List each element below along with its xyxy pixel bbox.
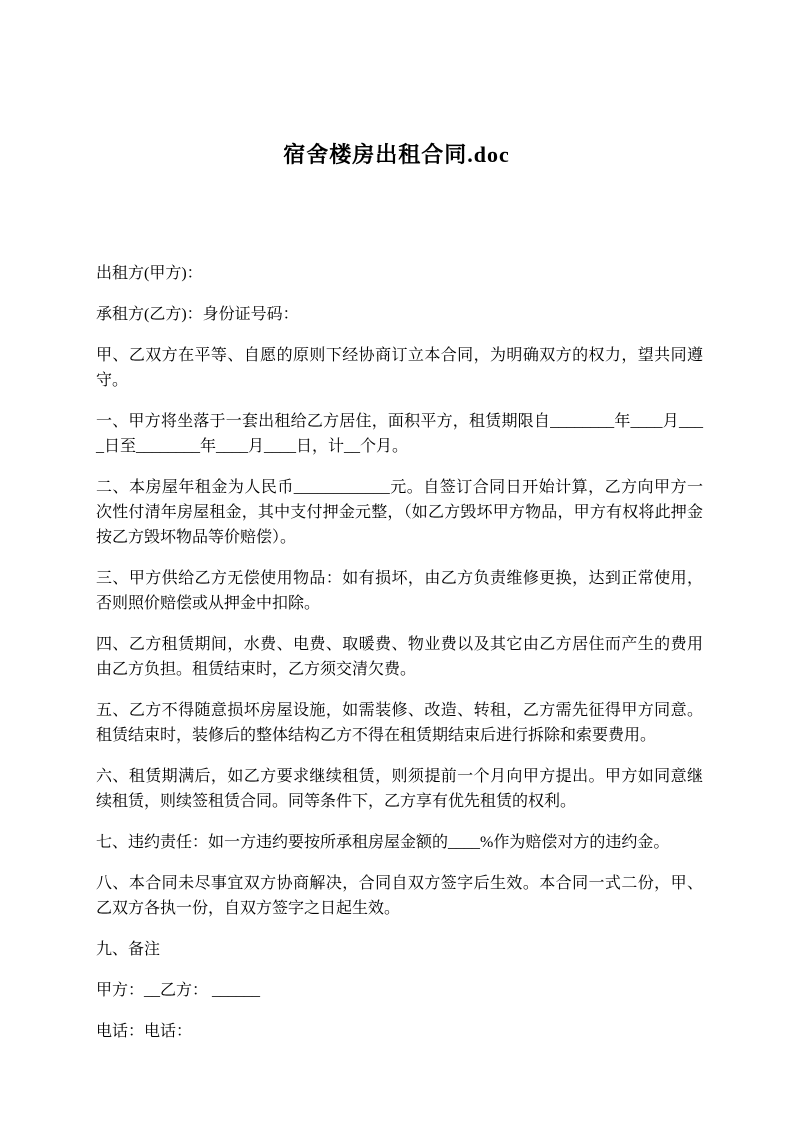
- clause-8-effectiveness: 八、本合同未尽事宜双方协商解决，合同自双方签字后生效。本合同一式二份，甲、乙双方各执一份，自双方签字之日起生效。: [96, 875, 703, 917]
- document-body: [0, 169, 793, 1044]
- lessee-party-b-line: 承租方(乙方)：身份证号码：: [96, 306, 299, 323]
- lessor-party-a-line: 出租方(甲方)：: [96, 265, 203, 282]
- clause-1-premises-term: 一、甲方将坐落于一套出租给乙方居住，面积平方，租赁期限自________年____月____日至________年____月____日，计__个月。: [96, 413, 703, 455]
- clause-2-rent-deposit: 二、本房屋年租金为人民币____________元。自签订合同日开始计算，乙方向甲方一次性付清年房屋租金，其中支付押金元整，（如乙方毁坏甲方物品，甲方有权将此押金按乙方毁坏物品等价赔偿）。: [96, 479, 703, 546]
- phone-line: 电话：电话：: [96, 1023, 193, 1040]
- clause-7-breach-penalty: 七、违约责任：如一方违约要按所承租房屋金额的____%作为赔偿对方的违约金。: [96, 834, 670, 851]
- document-title: 宿舍楼房出租合同.doc: [283, 142, 510, 167]
- clause-9-remarks: 九、备注: [96, 941, 161, 958]
- clause-4-utility-fees: 四、乙方租赁期间，水费、电费、取暖费、物业费以及其它由乙方居住而产生的费用由乙方负担。租赁结束时，乙方须交清欠费。: [96, 636, 703, 678]
- clause-6-renewal: 六、租赁期满后，如乙方要求继续租赁，则须提前一个月向甲方提出。甲方如同意继续租赁，则续签租赁合同。同等条件下，乙方享有优先租赁的权利。: [96, 768, 703, 810]
- preamble-paragraph: 甲、乙双方在平等、自愿的原则下经协商订立本合同，为明确双方的权力，望共同遵守。: [96, 347, 703, 389]
- clause-5-renovation: 五、乙方不得随意损坏房屋设施，如需装修、改造、转租，乙方需先征得甲方同意。租赁结束时，装修后的整体结构乙方不得在租赁期结束后进行拆除和索要费用。: [96, 702, 703, 744]
- clause-3-provided-items: 三、甲方供给乙方无偿使用物品：如有损坏，由乙方负责维修更换，达到正常使用，否则照价赔偿或从押金中扣除。: [96, 570, 703, 612]
- signature-line: 甲方：__乙方： ______: [96, 982, 261, 999]
